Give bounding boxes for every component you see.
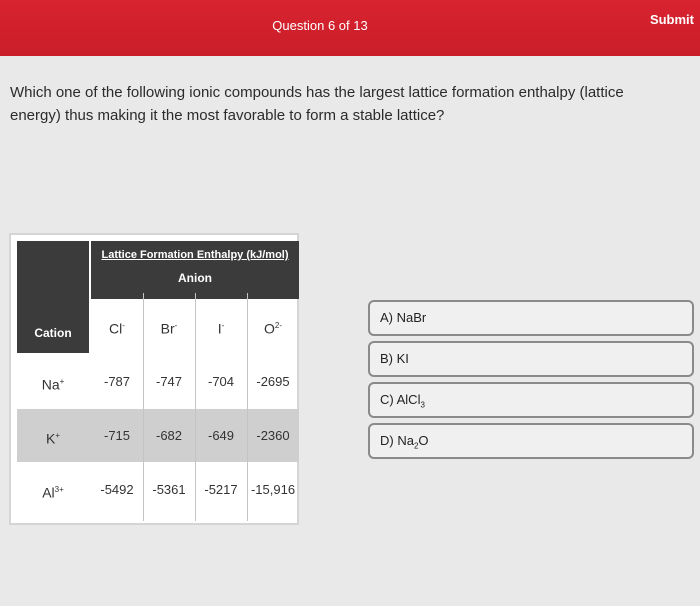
anion-cell [195, 299, 247, 352]
choice-c[interactable] [368, 382, 694, 418]
anion-symbol: Cl [109, 320, 123, 337]
value-cell: -715 [103, 428, 131, 443]
question-text: Which one of the following ionic compounds has the largest lattice formation enthalpy (lattice energy) thus making it the most favorable to form a stable lattice? [10, 84, 624, 124]
value-cell: -5217 [204, 482, 238, 497]
lattice-table [9, 233, 299, 525]
cation-cell [17, 355, 89, 408]
choice-formula-tail: O [418, 433, 429, 448]
choice-formula: NaBr [396, 310, 427, 325]
cation-symbol: K [45, 430, 56, 447]
choice-a[interactable] [368, 300, 694, 336]
value-cell: -682 [155, 428, 183, 443]
choice-letter: D) [380, 433, 394, 448]
cation-charge: + [55, 431, 60, 440]
cation-cell [17, 409, 89, 462]
table-divider [143, 293, 144, 521]
table-divider [195, 293, 196, 521]
top-bar [0, 0, 700, 56]
anion-cell [91, 299, 143, 352]
table-title: Lattice Formation Enthalpy (kJ/mol) [101, 249, 289, 261]
value-cell: -2695 [256, 374, 290, 389]
cation-cell [17, 463, 89, 516]
choice-letter: C) [380, 392, 394, 407]
value-cell: -5361 [152, 482, 186, 497]
choice-letter: B) [380, 351, 393, 366]
anion-header: Anion [178, 271, 212, 285]
value-cell: -15,916 [250, 482, 296, 497]
anion-symbol: Br [160, 320, 175, 337]
anion-charge: 2- [274, 321, 282, 330]
table-row [17, 409, 299, 462]
value-cell: -704 [207, 374, 235, 389]
table-row [17, 355, 299, 408]
table-row [17, 463, 299, 516]
table-header [91, 241, 299, 299]
table-divider [247, 293, 248, 521]
choice-letter: A) [380, 310, 393, 325]
cation-symbol: Al [42, 484, 55, 501]
choice-subscript: 2 [413, 441, 419, 451]
cation-charge: 3+ [54, 485, 64, 494]
value-cell: -649 [207, 428, 235, 443]
anion-charge: - [174, 321, 178, 330]
cation-symbol: Na [41, 376, 60, 393]
value-cell: -2360 [256, 428, 290, 443]
value-cell: -747 [155, 374, 183, 389]
value-cell: -5492 [100, 482, 134, 497]
choice-d[interactable] [368, 423, 694, 459]
choice-subscript: 3 [420, 400, 425, 410]
anion-charge: - [122, 321, 125, 330]
anion-symbol: I [217, 320, 222, 337]
cation-header-cell [17, 241, 89, 353]
anion-cell [247, 299, 299, 352]
value-cell: -787 [103, 374, 131, 389]
question-counter: Question 6 of 13 [272, 18, 368, 33]
choice-b[interactable] [368, 341, 694, 377]
choice-formula: AlCl [396, 392, 421, 407]
choice-formula: KI [396, 351, 409, 366]
anion-charge: - [221, 321, 225, 330]
cation-charge: + [59, 377, 65, 386]
cation-header: Cation [34, 326, 72, 340]
submit-button[interactable]: Submit [649, 12, 694, 27]
anion-symbol: O [263, 320, 275, 337]
choice-formula: Na [397, 433, 414, 448]
anion-cell [143, 299, 195, 352]
